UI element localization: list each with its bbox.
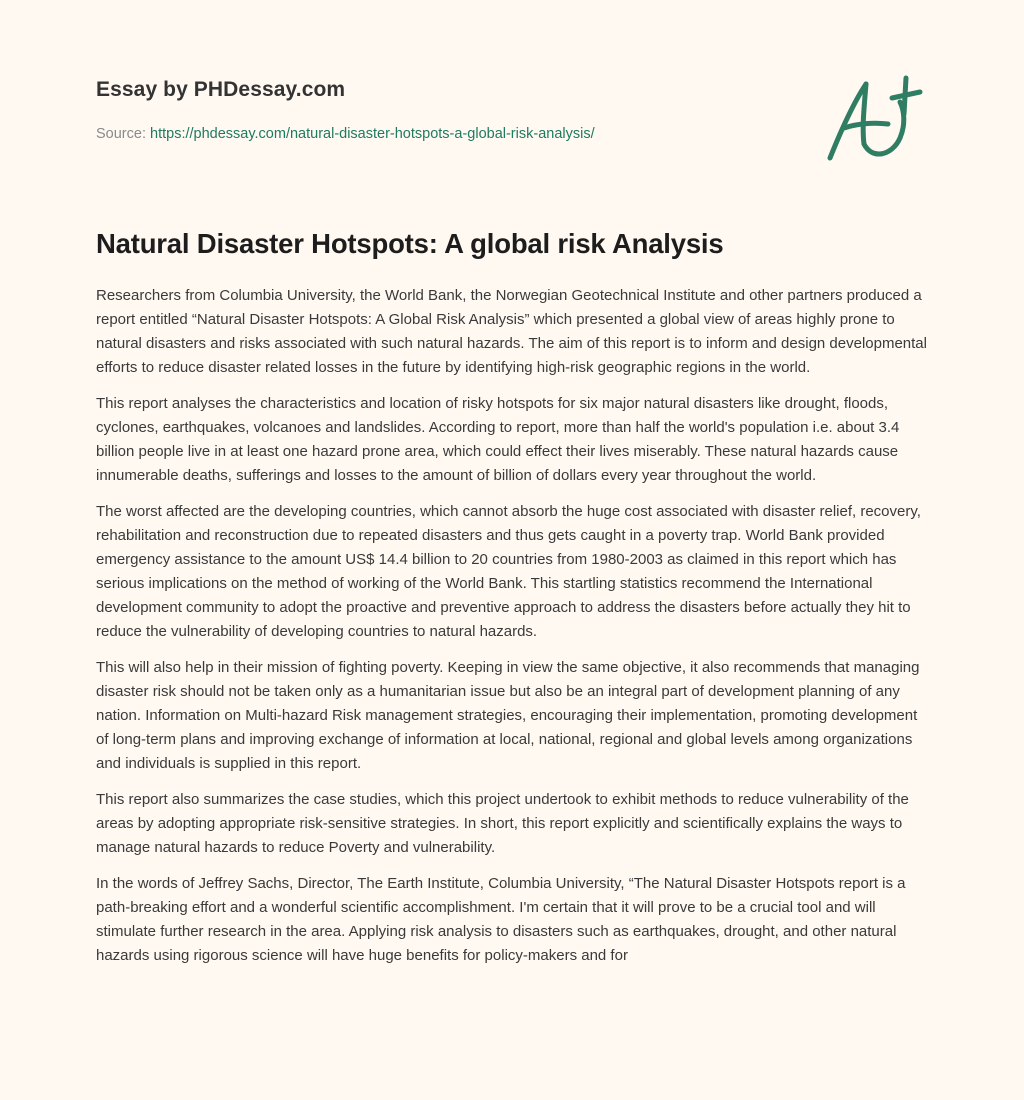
source-link[interactable]: https://phdessay.com/natural-disaster-hotspots-a-global-risk-analysis/: [150, 126, 595, 142]
a-plus-grade-icon: [820, 66, 930, 166]
paragraph: This will also help in their mission of fighting poverty. Keeping in view the same objective, it also recommends that managing disaster risk should not be taken only as a humanitarian issue but also be an integral part of development planning of any nation. Information on Multi-hazard Risk management strategies, encouraging their implementation, promoting development of long-term plans and improving exchange of information at local, national, regional and global levels among organizations and individuals is supplied in this report.: [96, 659, 920, 772]
brand-title: Essay by PHDessay.com: [96, 78, 346, 101]
source-line: [96, 124, 796, 144]
paragraph: This report analyses the characteristics and location of risky hotspots for six major natural disasters like drought, floods, cyclones, earthquakes, volcanoes and landslides. According to report, more than half the world's population i.e. about 3.4 billion people live in at least one hazard prone area, which could effect their lives miserably. These natural hazards cause innumerable deaths, sufferings and losses to the amount of billion of dollars every year throughout the world.: [96, 395, 900, 484]
paragraph: This report also summarizes the case studies, which this project undertook to exhibit methods to reduce vulnerability of the areas by adopting appropriate risk-sensitive strategies. In short, this report explicitly and scientifically explains the ways to manage natural hazards to reduce Poverty and vulnerability.: [96, 791, 909, 856]
source-label: Source:: [96, 126, 146, 142]
paragraph: Researchers from Columbia University, the World Bank, the Norwegian Geotechnical Institute and other partners produced a report entitled “Natural Disaster Hotspots: A Global Risk Analysis” which presented a global view of areas highly prone to natural disasters and risks associated with such natural hazards. The aim of this report is to inform and design developmental efforts to reduce disaster related losses in the future by identifying high-risk geographic regions in the world.: [96, 287, 927, 376]
paragraph: The worst affected are the developing countries, which cannot absorb the huge cost associated with disaster relief, recovery, rehabilitation and reconstruction due to repeated disasters and thus gets caught in a poverty trap. World Bank provided emergency assistance to the amount US$ 14.4 billion to 20 countries from 1980-2003 as claimed in this report which has serious implications on the method of working of the World Bank. This startling statistics recommend the International development community to adopt the proactive and preventive approach to address the disasters before actually they hit to reduce the vulnerability of developing countries to natural hazards.: [96, 503, 921, 640]
article-title: Natural Disaster Hotspots: A global risk Analysis: [96, 228, 724, 259]
paragraph: In the words of Jeffrey Sachs, Director, The Earth Institute, Columbia University, “The Natural Disaster Hotspots report is a path-breaking effort and a wonderful scientific accomplishment. I'm certain that it will prove to be a crucial tool and will stimulate further research in the area. Applying risk analysis to disasters such as earthquakes, drought, and other natural hazards using rigorous science will have huge benefits for policy-makers and for: [96, 875, 906, 964]
article-body: [96, 284, 932, 980]
page-header: [96, 76, 796, 144]
